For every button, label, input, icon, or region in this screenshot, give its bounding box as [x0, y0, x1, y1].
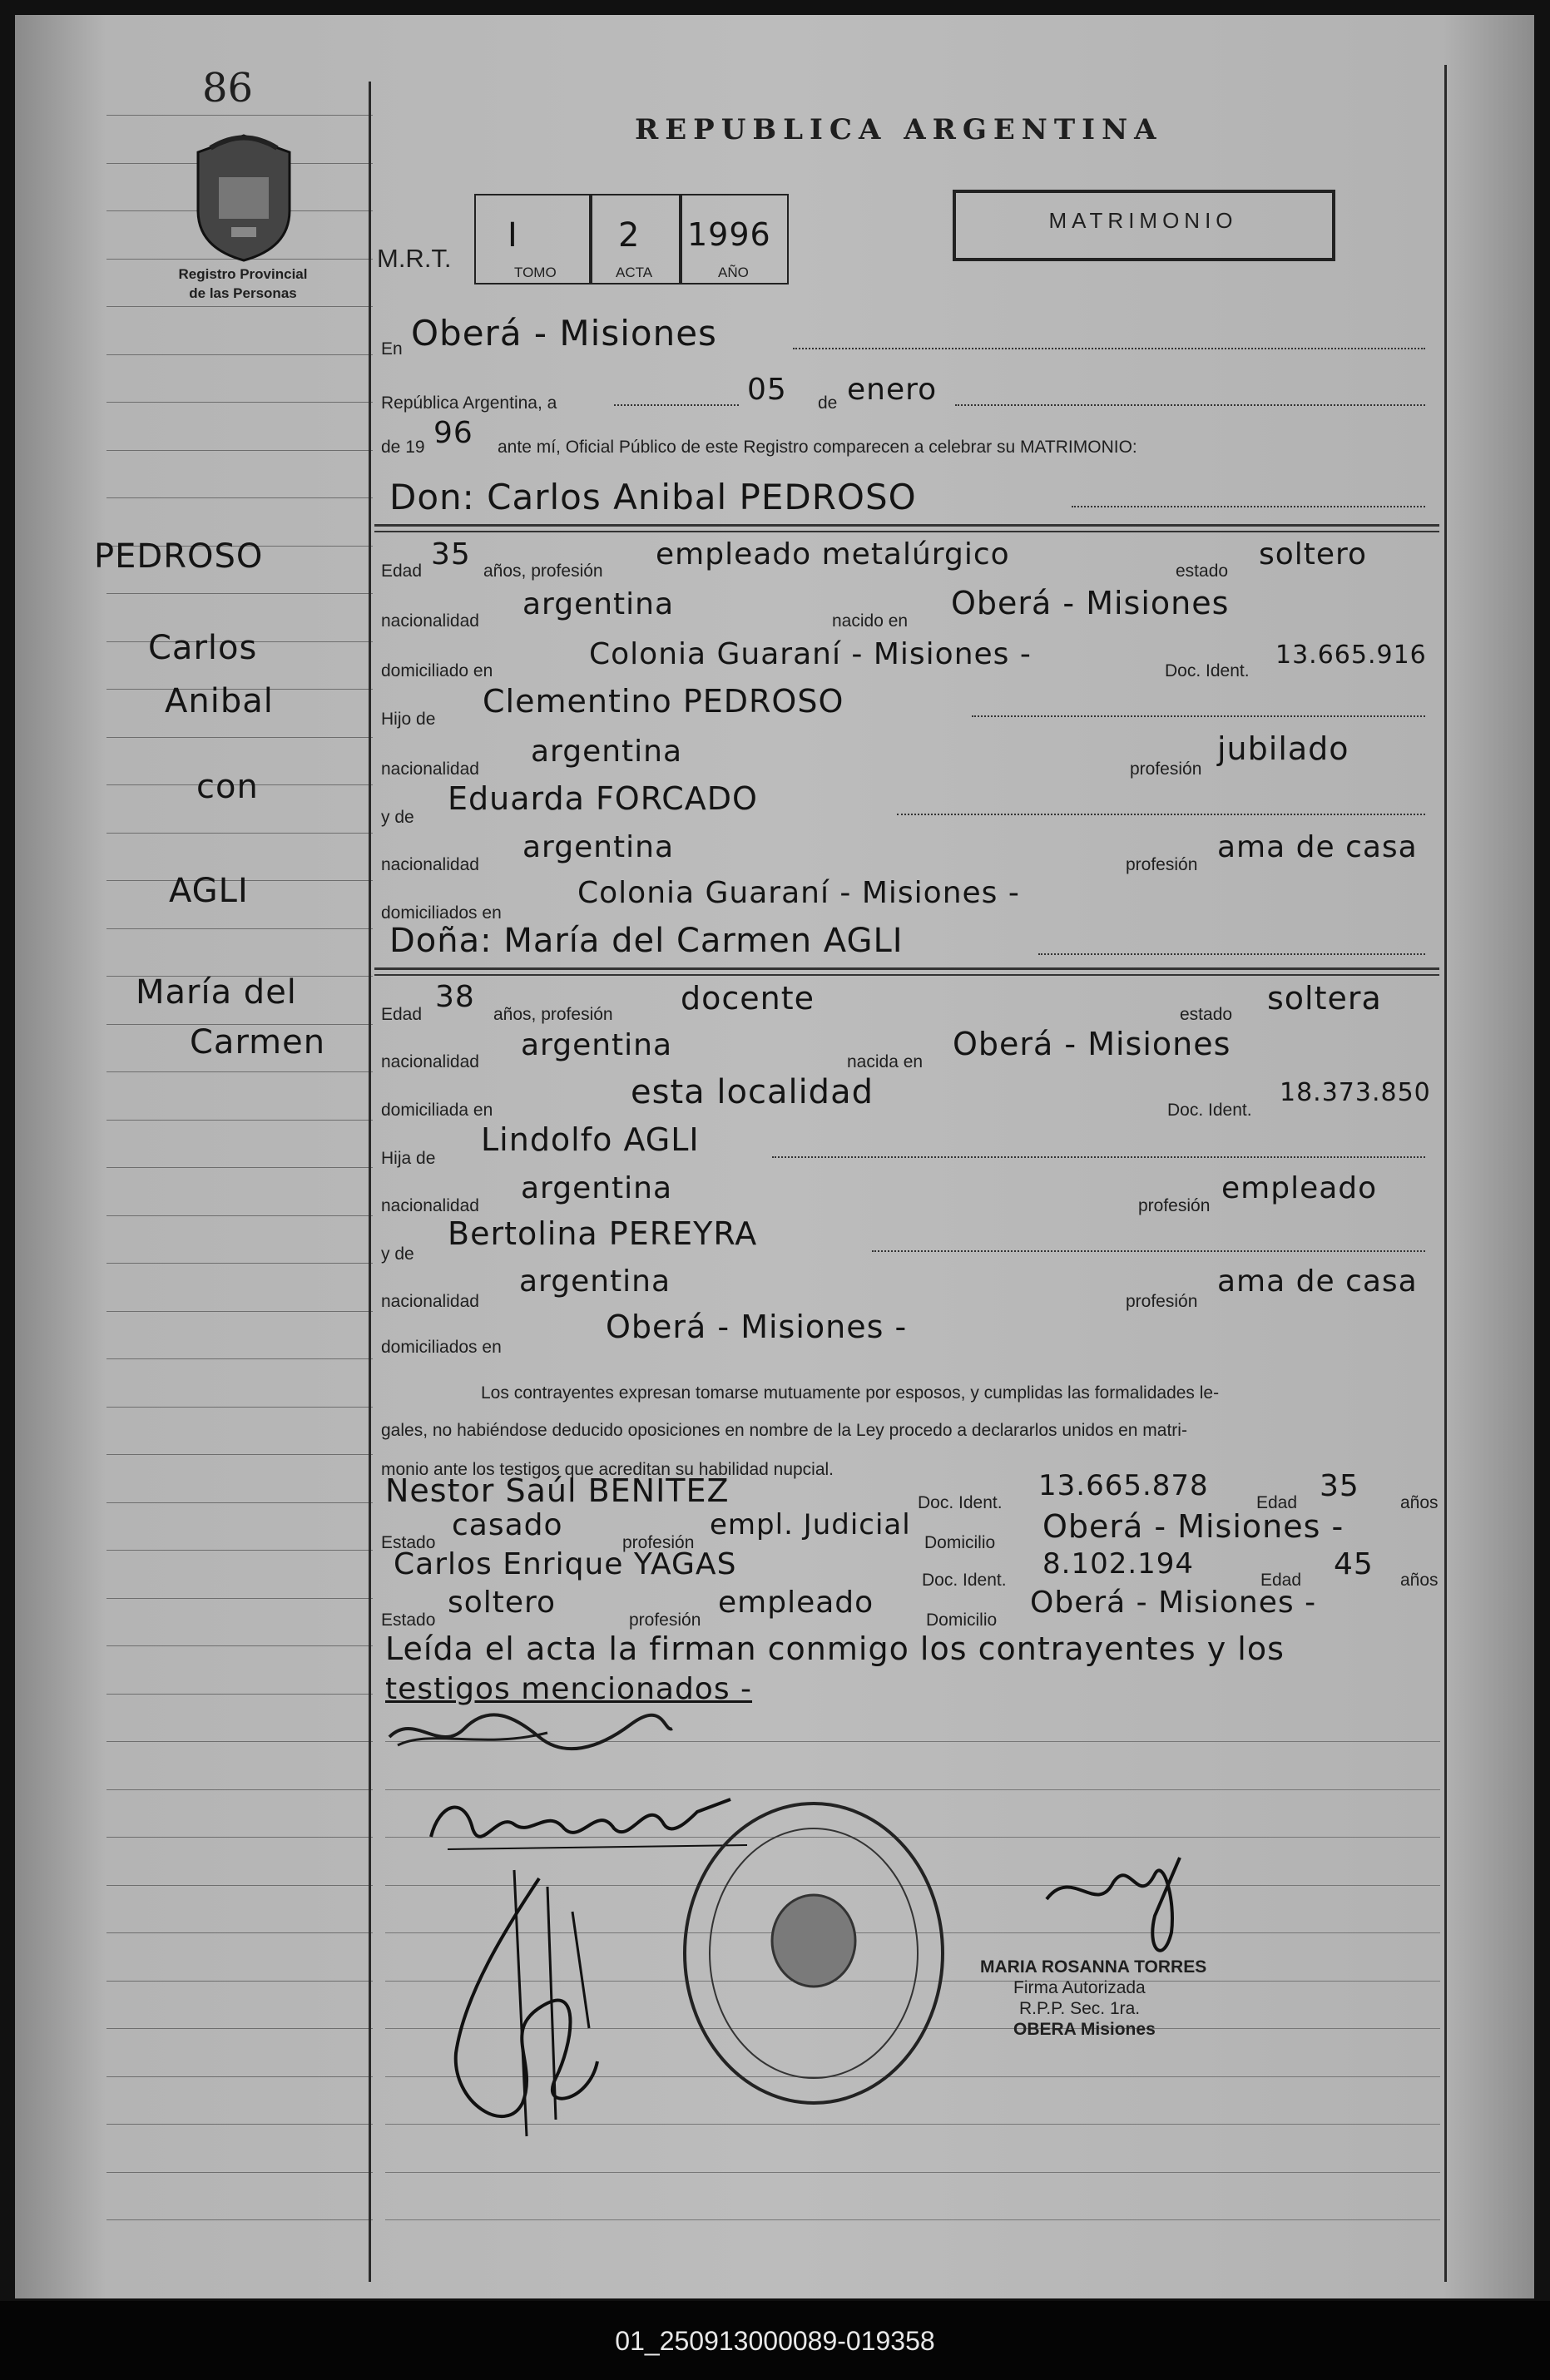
bride-father-prof: empleado	[1221, 1171, 1378, 1205]
witness1-profession: empl. Judicial	[710, 1508, 911, 1541]
bride-nat-label: nacionalidad	[381, 1052, 479, 1071]
day-value: 05	[747, 373, 787, 407]
margin-ruled-line	[106, 1932, 373, 1933]
footer-id: 01_250913000089-019358	[615, 2326, 935, 2356]
groom-born-label: nacido en	[832, 611, 909, 631]
margin-ruled-line	[106, 1789, 373, 1790]
bride-prof-label: años, profesión	[493, 1005, 613, 1024]
groom-father-prof: jubilado	[1217, 730, 1349, 767]
margin-ruled-line	[106, 928, 373, 929]
margin-ruled-line	[106, 1120, 373, 1121]
official-name: MARIA ROSANNA TORRES	[980, 1957, 1207, 1977]
witness2-dom-label: Domicilio	[926, 1611, 998, 1630]
groom-age-label: Edad	[381, 562, 423, 581]
groom-father-label: Hijo de	[381, 710, 436, 729]
margin-ruled-line	[106, 497, 373, 498]
margin-ruled-line	[106, 1885, 373, 1886]
certificate-page	[15, 15, 1534, 2298]
acta-label: ACTA	[616, 265, 653, 280]
body-ruled-line	[385, 2219, 1440, 2220]
bride-born-label: nacida en	[847, 1052, 924, 1071]
witness2-doc-label: Doc. Ident.	[922, 1571, 1007, 1590]
city-value: Oberá - Misiones	[411, 313, 717, 354]
margin-ruled-line	[106, 402, 373, 403]
witness1-doc: 13.665.878	[1038, 1469, 1209, 1502]
margin-con: con	[196, 768, 259, 806]
margin-ruled-line	[106, 306, 373, 307]
groom-dom-label: domiciliado en	[381, 661, 493, 680]
bride-mother-label: y de	[381, 1244, 414, 1264]
bride-status: soltera	[1267, 980, 1382, 1017]
declaration-line1: Los contrayentes expresan tomarse mutuamente por esposos, y cumplidas las formalidades le-	[481, 1383, 1220, 1403]
groom-parents-dom-label: domiciliados en	[381, 903, 502, 923]
margin-divider	[369, 82, 371, 2282]
margin-ruled-line	[106, 354, 373, 355]
groom-domicile: Colonia Guaraní - Misiones -	[589, 637, 1032, 671]
margin-ruled-line	[106, 1358, 373, 1359]
margin-ruled-line	[106, 1550, 373, 1551]
margin-ruled-line	[106, 737, 373, 738]
right-border	[1444, 65, 1447, 2282]
witness2-age-label: Edad	[1260, 1571, 1302, 1590]
witness2-status-label: Estado	[381, 1611, 436, 1630]
bride-profession: docente	[681, 980, 815, 1017]
margin-surname1: PEDROSO	[94, 537, 264, 576]
official-stamp	[676, 1795, 951, 2111]
bride-domicile: esta localidad	[631, 1073, 874, 1111]
bride-mother: Bertolina PEREYRA	[448, 1215, 758, 1252]
closing-line1: Leída el acta la firman conmigo los contrayentes y los	[385, 1630, 1285, 1667]
ano-label: AÑO	[718, 265, 749, 280]
bride-mother-nat-label: nacionalidad	[381, 1292, 479, 1311]
witness1-age-label: Edad	[1256, 1493, 1298, 1512]
groom-signature	[431, 1862, 647, 2161]
margin-ruled-line	[106, 2076, 373, 2077]
witness2-domicile: Oberá - Misiones -	[1030, 1586, 1317, 1620]
groom-full: Don: Carlos Anibal PEDROSO	[389, 477, 917, 517]
acta-value: 2	[618, 216, 641, 255]
declaration-line2: gales, no habiéndose deducido oposiciones en nombre de la Ley procedo a declararlos unidos en matri-	[381, 1421, 1187, 1440]
margin-ruled-line	[106, 2219, 373, 2220]
margin-ruled-line	[106, 1598, 373, 1599]
witness1-prof-label: profesión	[622, 1533, 695, 1552]
witness1-doc-label: Doc. Ident.	[918, 1493, 1003, 1512]
witness1-name: Nestor Saúl BENITEZ	[385, 1472, 730, 1509]
groom-profession: empleado metalúrgico	[656, 537, 1010, 571]
margin-ruled-line	[106, 1694, 373, 1695]
bride-born: Oberá - Misiones	[953, 1026, 1231, 1062]
year-suffix: 96	[433, 416, 473, 450]
bride-mother-prof: ama de casa	[1217, 1264, 1418, 1299]
bride-nationality: argentina	[521, 1028, 673, 1062]
groom-prof-label: años, profesión	[483, 562, 603, 581]
groom-mother: Eduarda FORCADO	[448, 780, 758, 817]
mrt-label: M.R.T.	[377, 244, 452, 273]
bride-father-nat: argentina	[521, 1171, 673, 1205]
bride-doc-label: Doc. Ident.	[1167, 1101, 1252, 1120]
country-title: REPUBLICA ARGENTINA	[635, 113, 1163, 146]
groom-mother-prof: ama de casa	[1217, 830, 1418, 864]
witness2-name: Carlos Enrique YAGAS	[394, 1547, 737, 1581]
witness2-age: 45	[1334, 1547, 1374, 1581]
bride-father-label: Hija de	[381, 1149, 436, 1168]
margin-ruled-line	[106, 1454, 373, 1455]
margin-ruled-line	[106, 593, 373, 594]
groom-nationality: argentina	[522, 587, 675, 621]
margin-given2a: María del	[136, 973, 297, 1012]
witness2-prof-label: profesión	[629, 1611, 701, 1630]
margin-ruled-line	[106, 1981, 373, 1982]
provincial-seal-icon	[181, 127, 306, 269]
bride-father-prof-label: profesión	[1138, 1196, 1211, 1215]
margin-surname2: AGLI	[169, 872, 249, 910]
bride-doc: 18.373.850	[1280, 1078, 1431, 1107]
margin-ruled-line	[106, 1215, 373, 1216]
groom-parents-dom: Colonia Guaraní - Misiones -	[577, 876, 1020, 910]
official-place: OBERA Misiones	[1013, 2020, 1156, 2039]
bride-age: 38	[435, 980, 475, 1014]
declaration-line3: monio ante los testigos que acreditan su habilidad nupcial.	[381, 1460, 834, 1479]
registry-line1: Registro Provincial	[178, 266, 308, 282]
bride-age-label: Edad	[381, 1005, 423, 1024]
groom-age: 35	[431, 537, 471, 571]
groom-born: Oberá - Misiones	[951, 585, 1230, 621]
margin-given1a: Carlos	[148, 629, 258, 667]
page-number: 86	[202, 65, 254, 111]
official-office: R.P.P. Sec. 1ra.	[1019, 1999, 1141, 2018]
republica-label: República Argentina, a	[381, 393, 557, 413]
official-role: Firma Autorizada	[1013, 1978, 1146, 1997]
ano-value: 1996	[687, 216, 771, 253]
witness1-status-label: Estado	[381, 1533, 436, 1552]
act-type: MATRIMONIO	[1048, 208, 1238, 233]
closing-line2: testigos mencionados -	[385, 1672, 753, 1706]
bride-dom-label: domiciliada en	[381, 1101, 493, 1120]
witness2-status: soltero	[448, 1586, 557, 1620]
witness1-domicile: Oberá - Misiones -	[1042, 1508, 1344, 1545]
witness1-anos-label: años	[1400, 1493, 1439, 1512]
groom-status-label: estado	[1176, 562, 1229, 581]
margin-given1b: Anibal	[165, 682, 274, 720]
margin-ruled-line	[106, 1311, 373, 1312]
bride-father: Lindolfo AGLI	[481, 1121, 700, 1158]
bride-parents-dom: Oberá - Misiones -	[606, 1309, 908, 1345]
de-label: de	[818, 393, 838, 413]
groom-mother-nat: argentina	[522, 830, 675, 864]
margin-ruled-line	[106, 2028, 373, 2029]
margin-ruled-line	[106, 115, 373, 116]
margin-ruled-line	[106, 1407, 373, 1408]
body-ruled-line	[385, 2172, 1440, 2173]
margin-ruled-line	[106, 1263, 373, 1264]
margin-ruled-line	[106, 2172, 373, 2173]
bride-father-nat-label: nacionalidad	[381, 1196, 479, 1215]
bride-mother-nat: argentina	[519, 1264, 671, 1299]
groom-father-prof-label: profesión	[1130, 760, 1202, 779]
intro-text: ante mí, Oficial Público de este Registro comparecen a celebrar su MATRIMONIO:	[498, 438, 1137, 457]
registry-line2: de las Personas	[189, 285, 297, 301]
groom-mother-label: y de	[381, 808, 414, 827]
groom-father-nat-label: nacionalidad	[381, 760, 479, 779]
margin-ruled-line	[106, 833, 373, 834]
margin-ruled-line	[106, 1645, 373, 1646]
official-signature	[1030, 1849, 1205, 1974]
margin-ruled-line	[106, 450, 373, 451]
year-prefix: de 19	[381, 438, 425, 457]
witness1-age: 35	[1320, 1469, 1359, 1503]
margin-ruled-line	[106, 1167, 373, 1168]
tomo-value: I	[508, 216, 518, 255]
groom-status: soltero	[1259, 537, 1368, 571]
groom-mother-nat-label: nacionalidad	[381, 855, 479, 874]
witness2-anos-label: años	[1400, 1571, 1439, 1590]
signature-scribble-1	[381, 1708, 681, 1758]
groom-father-nat: argentina	[531, 735, 683, 769]
margin-ruled-line	[106, 1502, 373, 1503]
bride-status-label: estado	[1180, 1005, 1233, 1024]
groom-nat-label: nacionalidad	[381, 611, 479, 631]
witness2-profession: empleado	[718, 1586, 874, 1620]
witness1-dom-label: Domicilio	[924, 1533, 996, 1552]
tomo-label: TOMO	[514, 265, 557, 280]
witness2-doc: 8.102.194	[1042, 1547, 1195, 1581]
bride-mother-prof-label: profesión	[1126, 1292, 1198, 1311]
margin-ruled-line	[106, 1071, 373, 1072]
margin-ruled-line	[106, 2124, 373, 2125]
bride-full: Doña: María del Carmen AGLI	[389, 922, 904, 960]
footer-bar	[0, 2301, 1550, 2380]
witness1-status: casado	[452, 1508, 563, 1542]
margin-ruled-line	[106, 1837, 373, 1838]
groom-mother-prof-label: profesión	[1126, 855, 1198, 874]
month-value: enero	[847, 373, 938, 407]
en-label: En	[381, 339, 403, 359]
margin-ruled-line	[106, 1741, 373, 1742]
margin-given2b: Carmen	[190, 1023, 326, 1061]
groom-father: Clementino PEDROSO	[483, 683, 844, 720]
groom-doc: 13.665.916	[1275, 641, 1427, 670]
bride-parents-dom-label: domiciliados en	[381, 1338, 502, 1357]
groom-doc-label: Doc. Ident.	[1165, 661, 1250, 680]
